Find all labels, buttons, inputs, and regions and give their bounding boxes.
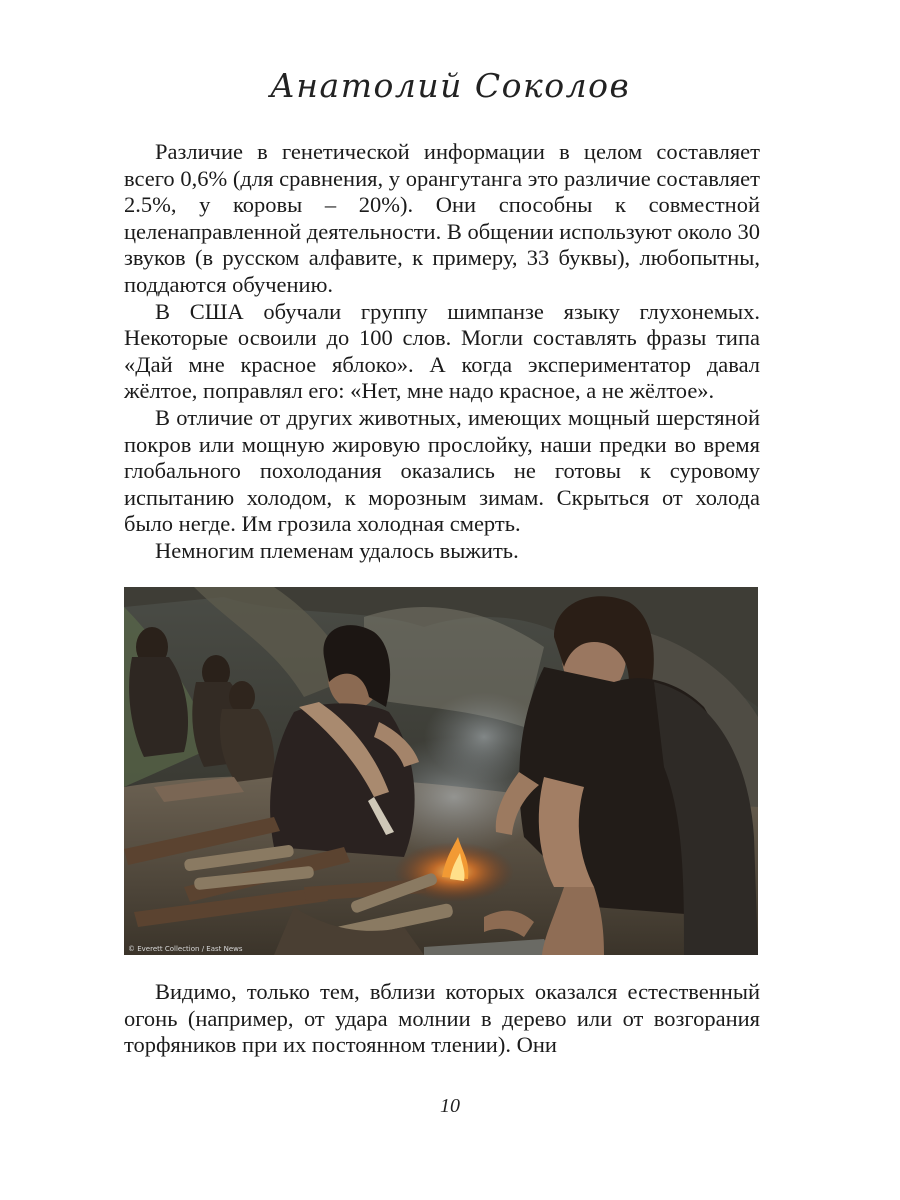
paragraph: В США обучали группу шимпанзе языку глухонемых. Некоторые освоили до 100 слов. Могли составлять фразы типа «Дай мне красное яблоко». А когда экспериментатор давал жёлтое, поправлял его: «Нет, мне надо красное, а не жёлтое». bbox=[124, 298, 760, 404]
paragraph: Видимо, только тем, вблизи которых оказался естественный огонь (например, от удара молнии в дерево или от возгорания торфяников при их постоянном тлении). Они bbox=[124, 979, 760, 1058]
text-block-top bbox=[124, 139, 760, 565]
paragraph: Немногим племенам удалось выжить. bbox=[155, 537, 519, 563]
photo-credit: © Everett Collection / East News bbox=[128, 945, 243, 953]
running-head-author: Анатолий Соколов bbox=[269, 66, 631, 105]
paragraph: В отличие от других животных, имеющих мощный шерстяной покров или мощную жировую прослойку, наши предки во время глобального похолодания оказались не готовы к суровому испытанию холодом, к морозным зимам. Скрыться от холода было негде. Им грозила холодная смерть. bbox=[124, 404, 760, 537]
cavemen-campfire-photo bbox=[124, 587, 758, 955]
text-block-bottom bbox=[124, 979, 760, 1059]
paragraph: Различие в генетической информации в целом составляет всего 0,6% (для сравнения, у орангутанга это различие составляет 2.5%, у коровы – 20%). Они способны к совместной целенаправленной деятельности. В общении используют около 30 звуков (в русском алфавите, к примеру, 33 буквы), любопытны, поддаются обучению. bbox=[124, 139, 760, 297]
page-number: 10 bbox=[440, 1095, 460, 1117]
